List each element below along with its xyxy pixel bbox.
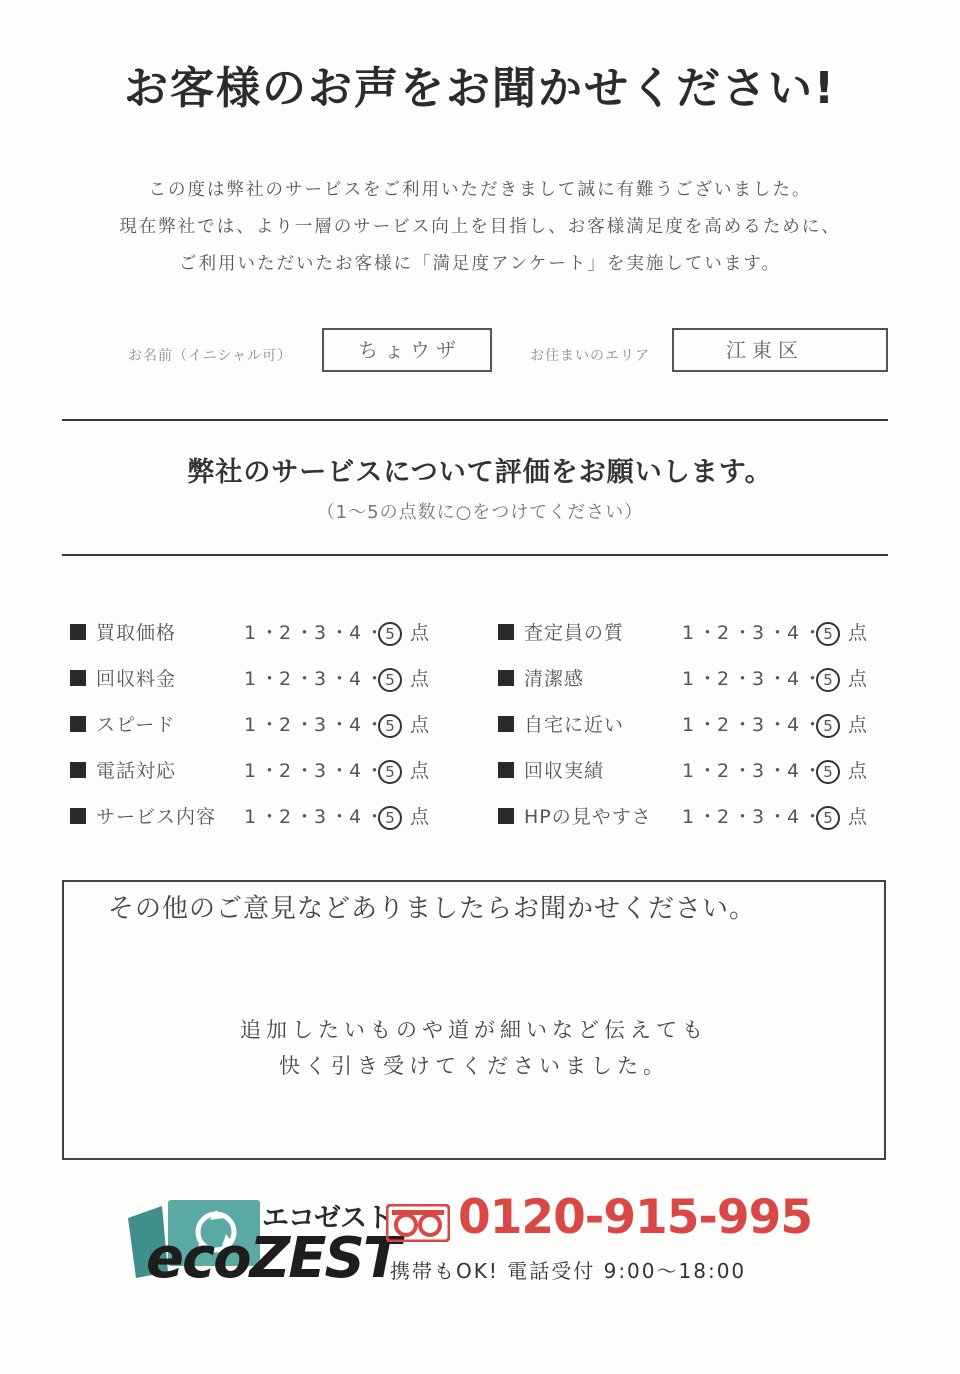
scale-separator: ・ xyxy=(733,668,753,690)
rating-scale xyxy=(678,618,867,646)
rating-row xyxy=(498,664,878,694)
score-option[interactable]: 5 xyxy=(816,668,840,692)
score-option[interactable]: 1 xyxy=(681,622,695,644)
score-unit: 点 xyxy=(410,806,430,828)
comment-line: 快く引き受けてくださいました。 xyxy=(279,1054,669,1078)
score-option[interactable]: 2 xyxy=(278,760,292,782)
intro-line: ご利用いただいたお客様に「満足度アンケート」を実施しています。 xyxy=(178,254,782,274)
scale-separator: ・ xyxy=(803,622,823,644)
score-option[interactable]: 5 xyxy=(816,806,840,830)
scale-separator: ・ xyxy=(365,622,385,644)
rating-label: 買取価格 xyxy=(96,622,177,644)
rating-scale xyxy=(678,802,867,830)
bullet-square-icon xyxy=(70,808,86,824)
bullet-square-icon xyxy=(498,716,514,732)
rating-row xyxy=(498,802,878,832)
scale-separator: ・ xyxy=(365,714,385,736)
score-option[interactable]: 2 xyxy=(716,760,730,782)
scale-separator: ・ xyxy=(330,760,350,782)
score-unit: 点 xyxy=(410,714,430,736)
score-option[interactable]: 3 xyxy=(751,714,765,736)
scale-separator: ・ xyxy=(733,806,753,828)
score-unit: 点 xyxy=(848,714,868,736)
score-option[interactable]: 5 xyxy=(378,668,402,692)
rating-label: 回収実績 xyxy=(524,760,605,782)
free-dial-icon xyxy=(386,1204,450,1242)
scale-separator: ・ xyxy=(768,714,788,736)
score-option[interactable]: 4 xyxy=(348,714,362,736)
score-unit: 点 xyxy=(848,806,868,828)
scale-separator: ・ xyxy=(260,760,280,782)
score-option[interactable]: 1 xyxy=(243,806,257,828)
score-unit: 点 xyxy=(848,668,868,690)
scale-separator: ・ xyxy=(803,668,823,690)
scale-separator: ・ xyxy=(803,714,823,736)
bullet-square-icon xyxy=(498,762,514,778)
comment-question: その他のご意見などありましたらお聞かせください。 xyxy=(108,894,757,924)
score-option[interactable]: 5 xyxy=(816,760,840,784)
scale-separator: ・ xyxy=(803,806,823,828)
scale-separator: ・ xyxy=(733,622,753,644)
rating-label: 回収料金 xyxy=(96,668,177,690)
score-option[interactable]: 3 xyxy=(751,668,765,690)
intro-text xyxy=(0,172,960,283)
rating-label: サービス内容 xyxy=(96,806,217,828)
score-option[interactable]: 2 xyxy=(716,714,730,736)
divider xyxy=(62,419,888,421)
rating-row xyxy=(70,664,450,694)
scale-separator: ・ xyxy=(295,714,315,736)
score-option[interactable]: 3 xyxy=(751,622,765,644)
scale-separator: ・ xyxy=(768,760,788,782)
score-option[interactable]: 4 xyxy=(348,668,362,690)
score-option[interactable]: 3 xyxy=(313,760,327,782)
rating-row xyxy=(70,802,450,832)
score-option[interactable]: 4 xyxy=(348,760,362,782)
rating-scale xyxy=(240,802,429,830)
scale-separator: ・ xyxy=(260,806,280,828)
rating-row xyxy=(498,618,878,648)
section-subtitle: （1〜5の点数に○をつけてください） xyxy=(316,502,644,523)
rating-label: HPの見やすさ xyxy=(524,806,652,828)
scale-separator: ・ xyxy=(803,760,823,782)
scale-separator: ・ xyxy=(733,760,753,782)
scale-separator: ・ xyxy=(698,714,718,736)
rating-scale xyxy=(240,756,429,784)
score-option[interactable]: 2 xyxy=(278,806,292,828)
score-option[interactable]: 3 xyxy=(313,714,327,736)
area-field[interactable]: 江東区 xyxy=(672,328,888,372)
rating-scale xyxy=(240,664,429,692)
score-option[interactable]: 1 xyxy=(243,622,257,644)
bullet-square-icon xyxy=(70,624,86,640)
score-option[interactable]: 3 xyxy=(313,622,327,644)
score-option[interactable]: 5 xyxy=(378,760,402,784)
rating-scale xyxy=(240,710,429,738)
score-option[interactable]: 3 xyxy=(751,806,765,828)
score-option[interactable]: 5 xyxy=(816,622,840,646)
divider xyxy=(62,554,888,556)
score-option[interactable]: 1 xyxy=(243,668,257,690)
score-option[interactable]: 3 xyxy=(313,806,327,828)
scale-separator: ・ xyxy=(295,622,315,644)
score-option[interactable]: 4 xyxy=(786,760,800,782)
scale-separator: ・ xyxy=(330,622,350,644)
scale-separator: ・ xyxy=(330,668,350,690)
score-option[interactable]: 1 xyxy=(681,668,695,690)
score-option[interactable]: 3 xyxy=(751,760,765,782)
score-option[interactable]: 1 xyxy=(681,714,695,736)
score-option[interactable]: 2 xyxy=(278,714,292,736)
brand-kana: エコゼスト xyxy=(262,1203,392,1234)
intro-line: この度は弊社のサービスをご利用いただきまして誠に有難うございました。 xyxy=(148,180,812,200)
scale-separator: ・ xyxy=(698,668,718,690)
rating-label: 電話対応 xyxy=(96,760,177,782)
bullet-square-icon xyxy=(498,624,514,640)
scale-separator: ・ xyxy=(295,806,315,828)
rating-scale xyxy=(678,756,867,784)
score-unit: 点 xyxy=(410,668,430,690)
page-title: お客様のお声をお聞かせください! xyxy=(123,63,837,114)
score-option[interactable]: 1 xyxy=(681,806,695,828)
name-label: お名前（イニシャル可） xyxy=(128,348,293,364)
area-label: お住まいのエリア xyxy=(530,348,650,364)
score-unit: 点 xyxy=(410,760,430,782)
scale-separator: ・ xyxy=(330,806,350,828)
rating-row xyxy=(498,710,878,740)
section-title: 弊社のサービスについて評価をお願いします。 xyxy=(187,457,773,488)
score-option[interactable]: 1 xyxy=(243,714,257,736)
score-unit: 点 xyxy=(848,760,868,782)
score-option[interactable]: 5 xyxy=(378,806,402,830)
rating-scale xyxy=(240,618,429,646)
rating-scale xyxy=(678,710,867,738)
rating-scale xyxy=(678,664,867,692)
scale-separator: ・ xyxy=(260,622,280,644)
name-field[interactable]: ちょウザ xyxy=(322,328,492,372)
score-option[interactable]: 2 xyxy=(278,668,292,690)
score-option[interactable]: 2 xyxy=(716,806,730,828)
scale-separator: ・ xyxy=(698,622,718,644)
rating-row xyxy=(498,756,878,786)
comment-line: 追加したいものや道が細いなど伝えても xyxy=(240,1018,708,1042)
phone-number[interactable]: 0120-915-995 xyxy=(458,1190,813,1245)
bullet-square-icon xyxy=(70,762,86,778)
score-option[interactable]: 4 xyxy=(348,806,362,828)
score-option[interactable]: 1 xyxy=(681,760,695,782)
bullet-square-icon xyxy=(70,716,86,732)
bullet-square-icon xyxy=(70,670,86,686)
brand-logo: ecoZEST xyxy=(146,1226,400,1291)
score-option[interactable]: 5 xyxy=(378,714,402,738)
score-option[interactable]: 2 xyxy=(716,668,730,690)
score-option[interactable]: 4 xyxy=(786,714,800,736)
score-option[interactable]: 5 xyxy=(816,714,840,738)
rating-label: 自宅に近い xyxy=(524,714,625,736)
scale-separator: ・ xyxy=(260,714,280,736)
scale-separator: ・ xyxy=(768,668,788,690)
score-option[interactable]: 1 xyxy=(243,760,257,782)
scale-separator: ・ xyxy=(295,760,315,782)
scale-separator: ・ xyxy=(698,806,718,828)
scale-separator: ・ xyxy=(768,622,788,644)
comment-box[interactable] xyxy=(62,880,886,1160)
scale-separator: ・ xyxy=(260,668,280,690)
scale-separator: ・ xyxy=(365,760,385,782)
score-option[interactable]: 4 xyxy=(786,622,800,644)
scale-separator: ・ xyxy=(330,714,350,736)
score-option[interactable]: 4 xyxy=(786,668,800,690)
comment-text xyxy=(64,1012,884,1084)
score-option[interactable]: 4 xyxy=(348,622,362,644)
scale-separator: ・ xyxy=(295,668,315,690)
scale-separator: ・ xyxy=(365,806,385,828)
scale-separator: ・ xyxy=(768,806,788,828)
score-option[interactable]: 4 xyxy=(786,806,800,828)
rating-label: スピード xyxy=(96,714,176,736)
rating-row xyxy=(70,756,450,786)
rating-label: 査定員の質 xyxy=(524,622,625,644)
scale-separator: ・ xyxy=(733,714,753,736)
scale-separator: ・ xyxy=(698,760,718,782)
rating-row xyxy=(70,710,450,740)
scale-separator: ・ xyxy=(365,668,385,690)
rating-label: 清潔感 xyxy=(524,668,585,690)
score-option[interactable]: 2 xyxy=(278,622,292,644)
phone-hours: 携帯もOK! 電話受付 9:00〜18:00 xyxy=(390,1259,747,1283)
rating-row xyxy=(70,618,450,648)
score-option[interactable]: 5 xyxy=(378,622,402,646)
bullet-square-icon xyxy=(498,670,514,686)
intro-line: 現在弊社では、より一層のサービス向上を目指し、お客様満足度を高めるために、 xyxy=(119,217,841,237)
bullet-square-icon xyxy=(498,808,514,824)
score-unit: 点 xyxy=(410,622,430,644)
score-option[interactable]: 2 xyxy=(716,622,730,644)
score-unit: 点 xyxy=(848,622,868,644)
score-option[interactable]: 3 xyxy=(313,668,327,690)
